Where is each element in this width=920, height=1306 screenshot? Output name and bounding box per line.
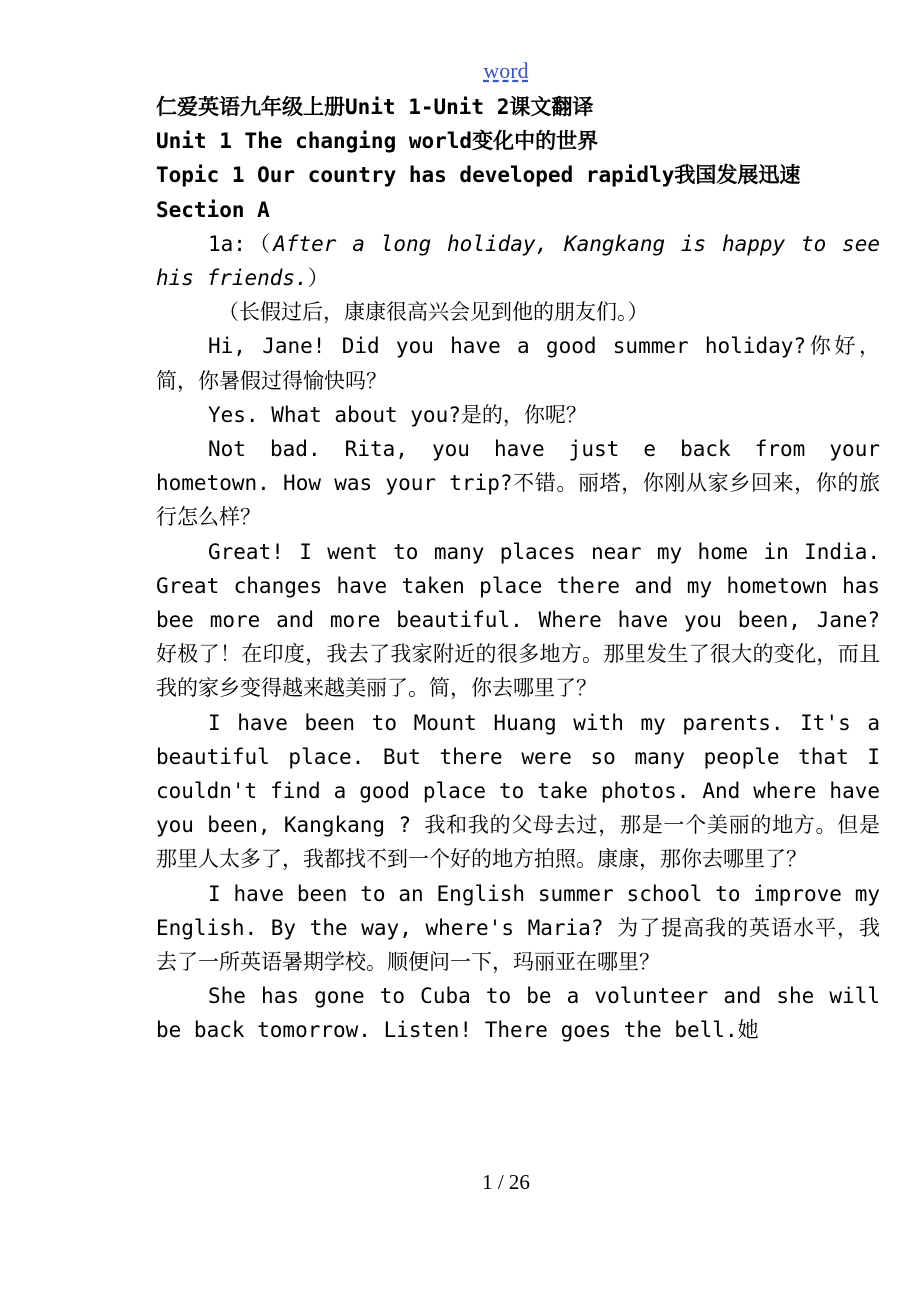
section-heading: Section A bbox=[156, 197, 270, 222]
activity-label: 1a:（ bbox=[208, 231, 274, 256]
unit-heading: Unit 1 The changing world变化中的世界 bbox=[156, 129, 599, 154]
header-word-link[interactable]: word bbox=[483, 58, 529, 83]
document-body bbox=[156, 90, 880, 1048]
dialogue-line: Hi, Jane! Did you have a good summer holiday?你好，简，你暑假过得愉快吗？ bbox=[156, 334, 880, 393]
dialogue-line: She has gone to Cuba to be a volunteer and she will be back tomorrow. Listen! There goes the bell.她 bbox=[156, 984, 880, 1043]
paragraph-1a bbox=[156, 227, 880, 295]
scene-description: After a long holiday, Kangkang is happy to see his friends. bbox=[156, 231, 880, 291]
dialogue-line: Great! I went to many places near my home in India. Great changes have taken place there and my hometown has bee more and more beautiful. Where have you been, Jane? 好极了！在印度，我去了我家附近的很多地方。那里发生了很大的变化，而且我的家乡变得越来越美丽了。简，你去哪里了？ bbox=[156, 539, 880, 701]
dialogue-line: Yes. What about you?是的，你呢？ bbox=[208, 402, 587, 427]
page-number: 1 / 26 bbox=[482, 1170, 530, 1194]
topic-heading: Topic 1 Our country has developed rapidly我国发展迅速 bbox=[156, 163, 801, 188]
doc-title: 仁爱英语九年级上册Unit 1-Unit 2课文翻译 bbox=[156, 95, 594, 119]
scene-translation: （长假过后，康康很高兴会见到他的朋友们。） bbox=[218, 300, 649, 325]
dialogue-line: I have been to an English summer school to improve my English. By the way, where's Maria? 为了提高我的英语水平，我去了一所英语暑期学校。顺便问一下，玛丽亚在哪里？ bbox=[156, 881, 880, 975]
dialogue-line: I have been to Mount Huang with my parents. It's a beautiful place. But there were so many people that I couldn't find a good place to take photos. And where have you been, Kangkang ? 我和我的父母去过，那是一个美丽的地方。但是那里人太多了，我都找不到一个好的地方拍照。康康，那你去哪里了？ bbox=[156, 710, 880, 872]
closing-paren: ） bbox=[307, 266, 329, 291]
dialogue-line: Not bad. Rita, you have just e back from your hometown. How was your trip?不错。丽塔，你刚从家乡回来，你的旅行怎么样？ bbox=[156, 437, 880, 530]
